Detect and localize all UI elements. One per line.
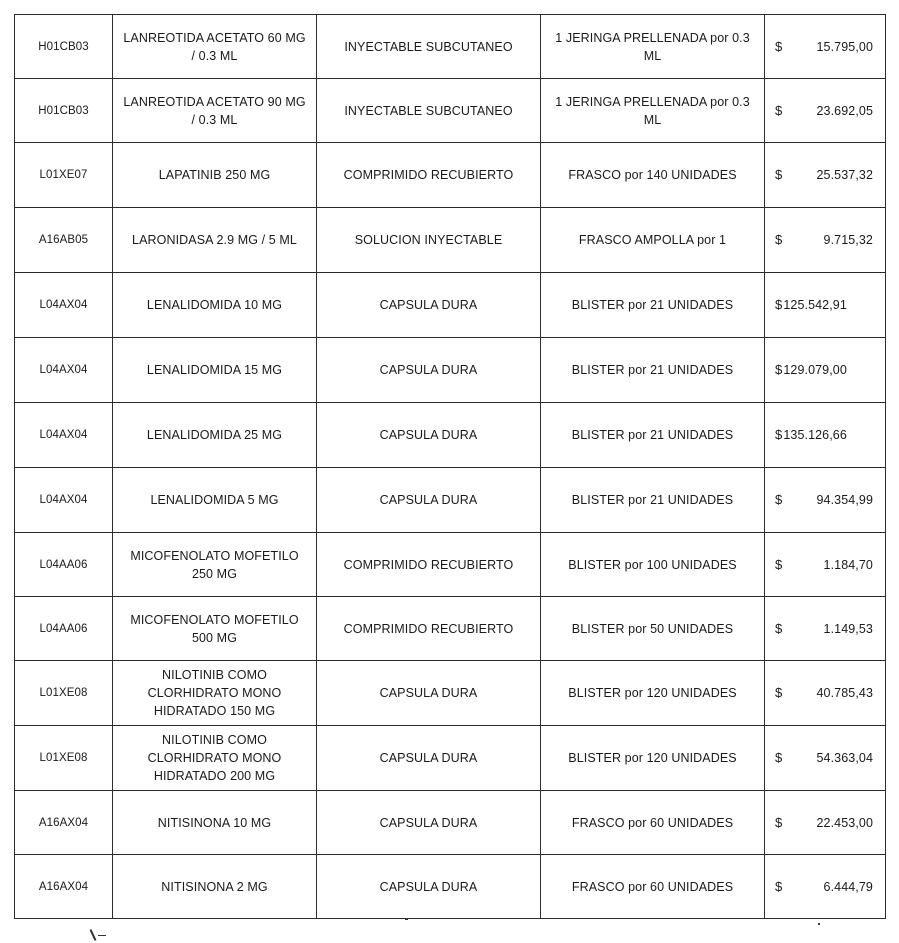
presentation-cell: BLISTER por 120 UNIDADES [541, 661, 765, 726]
price-cell [765, 791, 886, 855]
scan-mark [90, 929, 97, 941]
price-value: 1.184,70 [823, 557, 873, 572]
currency-symbol: $ [775, 878, 783, 894]
currency-symbol: $ [775, 297, 783, 312]
price-cell [765, 273, 886, 338]
atc-code-cell: L04AX04 [15, 338, 113, 403]
price-cell [765, 79, 886, 143]
scan-mark [98, 935, 106, 936]
dosage-form-cell: SOLUCION INYECTABLE [317, 208, 541, 273]
currency-symbol: $ [775, 685, 783, 700]
currency-symbol: $ [775, 362, 783, 377]
table-row [15, 403, 886, 468]
presentation-cell: FRASCO por 60 UNIDADES [541, 791, 765, 855]
currency-symbol: $ [775, 750, 783, 765]
table-row [15, 791, 886, 855]
drug-name-cell: MICOFENOLATO MOFETILO 250 MG [113, 533, 317, 597]
atc-code-cell: L04AA06 [15, 533, 113, 597]
drug-name-cell: NITISINONA 2 MG [113, 855, 317, 919]
price-value: 15.795,00 [816, 39, 873, 54]
currency-symbol: $ [775, 232, 783, 247]
dosage-form-cell: CAPSULA DURA [317, 338, 541, 403]
table-row [15, 661, 886, 726]
price-cell [765, 208, 886, 273]
atc-code-cell: L04AX04 [15, 273, 113, 338]
presentation-cell: BLISTER por 120 UNIDADES [541, 726, 765, 791]
presentation-cell: BLISTER por 21 UNIDADES [541, 468, 765, 533]
currency-symbol: $ [775, 427, 783, 442]
atc-code-cell: H01CB03 [15, 79, 113, 143]
drug-name-cell: LARONIDASA 2.9 MG / 5 ML [113, 208, 317, 273]
medication-price-table [14, 14, 886, 919]
currency-symbol: $ [775, 167, 783, 182]
table-row [15, 855, 886, 919]
table-row [15, 597, 886, 661]
price-value: 135.126,66 [783, 428, 847, 442]
drug-name-cell: MICOFENOLATO MOFETILO 500 MG [113, 597, 317, 661]
price-value: 54.363,04 [816, 751, 873, 765]
dosage-form-cell: COMPRIMIDO RECUBIERTO [317, 533, 541, 597]
table-row [15, 468, 886, 533]
price-cell [765, 143, 886, 208]
price-cell [765, 468, 886, 533]
drug-name-cell: NITISINONA 10 MG [113, 791, 317, 855]
presentation-cell: BLISTER por 100 UNIDADES [541, 533, 765, 597]
currency-symbol: $ [775, 556, 783, 572]
atc-code-cell: L01XE07 [15, 143, 113, 208]
currency-symbol: $ [775, 620, 783, 636]
atc-code-cell: L04AX04 [15, 468, 113, 533]
atc-code-cell: A16AX04 [15, 855, 113, 919]
price-value: 125.542,91 [783, 298, 847, 312]
price-value: 22.453,00 [816, 815, 873, 830]
table-row [15, 338, 886, 403]
dosage-form-cell: INYECTABLE SUBCUTANEO [317, 79, 541, 143]
drug-name-cell: NILOTINIB COMO CLORHIDRATO MONO HIDRATADO 200 MG [113, 726, 317, 791]
price-cell [765, 338, 886, 403]
table-row [15, 143, 886, 208]
presentation-cell: BLISTER por 50 UNIDADES [541, 597, 765, 661]
currency-symbol: $ [775, 492, 783, 507]
price-value: 40.785,43 [816, 686, 873, 700]
atc-code-cell: H01CB03 [15, 15, 113, 79]
table-row [15, 79, 886, 143]
drug-name-cell: LAPATINIB 250 MG [113, 143, 317, 208]
price-value: 9.715,32 [823, 233, 873, 247]
dosage-form-cell: COMPRIMIDO RECUBIERTO [317, 143, 541, 208]
price-value: 129.079,00 [783, 363, 847, 377]
drug-name-cell: LANREOTIDA ACETATO 90 MG / 0.3 ML [113, 79, 317, 143]
presentation-cell: BLISTER por 21 UNIDADES [541, 273, 765, 338]
scan-speck [405, 918, 408, 920]
price-cell [765, 15, 886, 79]
atc-code-cell: A16AX04 [15, 791, 113, 855]
table-body [15, 15, 886, 919]
presentation-cell: 1 JERINGA PRELLENADA por 0.3 ML [541, 79, 765, 143]
price-cell [765, 661, 886, 726]
presentation-cell: FRASCO por 140 UNIDADES [541, 143, 765, 208]
dosage-form-cell: CAPSULA DURA [317, 791, 541, 855]
table-row [15, 15, 886, 79]
drug-name-cell: LENALIDOMIDA 15 MG [113, 338, 317, 403]
presentation-cell: FRASCO por 60 UNIDADES [541, 855, 765, 919]
atc-code-cell: A16AB05 [15, 208, 113, 273]
table-row [15, 726, 886, 791]
presentation-cell: 1 JERINGA PRELLENADA por 0.3 ML [541, 15, 765, 79]
currency-symbol: $ [775, 38, 783, 54]
dosage-form-cell: CAPSULA DURA [317, 661, 541, 726]
price-value: 1.149,53 [823, 621, 873, 636]
drug-name-cell: LENALIDOMIDA 5 MG [113, 468, 317, 533]
price-cell [765, 533, 886, 597]
price-value: 94.354,99 [816, 493, 873, 507]
dosage-form-cell: CAPSULA DURA [317, 726, 541, 791]
table-row [15, 273, 886, 338]
dosage-form-cell: COMPRIMIDO RECUBIERTO [317, 597, 541, 661]
price-cell [765, 855, 886, 919]
price-value: 25.537,32 [816, 168, 873, 182]
atc-code-cell: L01XE08 [15, 726, 113, 791]
price-cell [765, 403, 886, 468]
drug-name-cell: LENALIDOMIDA 25 MG [113, 403, 317, 468]
drug-name-cell: NILOTINIB COMO CLORHIDRATO MONO HIDRATADO 150 MG [113, 661, 317, 726]
scan-speck [818, 923, 820, 925]
dosage-form-cell: CAPSULA DURA [317, 403, 541, 468]
price-cell [765, 597, 886, 661]
presentation-cell: BLISTER por 21 UNIDADES [541, 338, 765, 403]
dosage-form-cell: CAPSULA DURA [317, 468, 541, 533]
price-value: 6.444,79 [823, 879, 873, 894]
atc-code-cell: L04AX04 [15, 403, 113, 468]
currency-symbol: $ [775, 814, 783, 830]
table-row [15, 533, 886, 597]
presentation-cell: FRASCO AMPOLLA por 1 [541, 208, 765, 273]
presentation-cell: BLISTER por 21 UNIDADES [541, 403, 765, 468]
dosage-form-cell: CAPSULA DURA [317, 855, 541, 919]
dosage-form-cell: CAPSULA DURA [317, 273, 541, 338]
table-row [15, 208, 886, 273]
atc-code-cell: L01XE08 [15, 661, 113, 726]
drug-name-cell: LENALIDOMIDA 10 MG [113, 273, 317, 338]
dosage-form-cell: INYECTABLE SUBCUTANEO [317, 15, 541, 79]
drug-name-cell: LANREOTIDA ACETATO 60 MG / 0.3 ML [113, 15, 317, 79]
currency-symbol: $ [775, 102, 783, 118]
price-cell [765, 726, 886, 791]
price-value: 23.692,05 [816, 103, 873, 118]
atc-code-cell: L04AA06 [15, 597, 113, 661]
